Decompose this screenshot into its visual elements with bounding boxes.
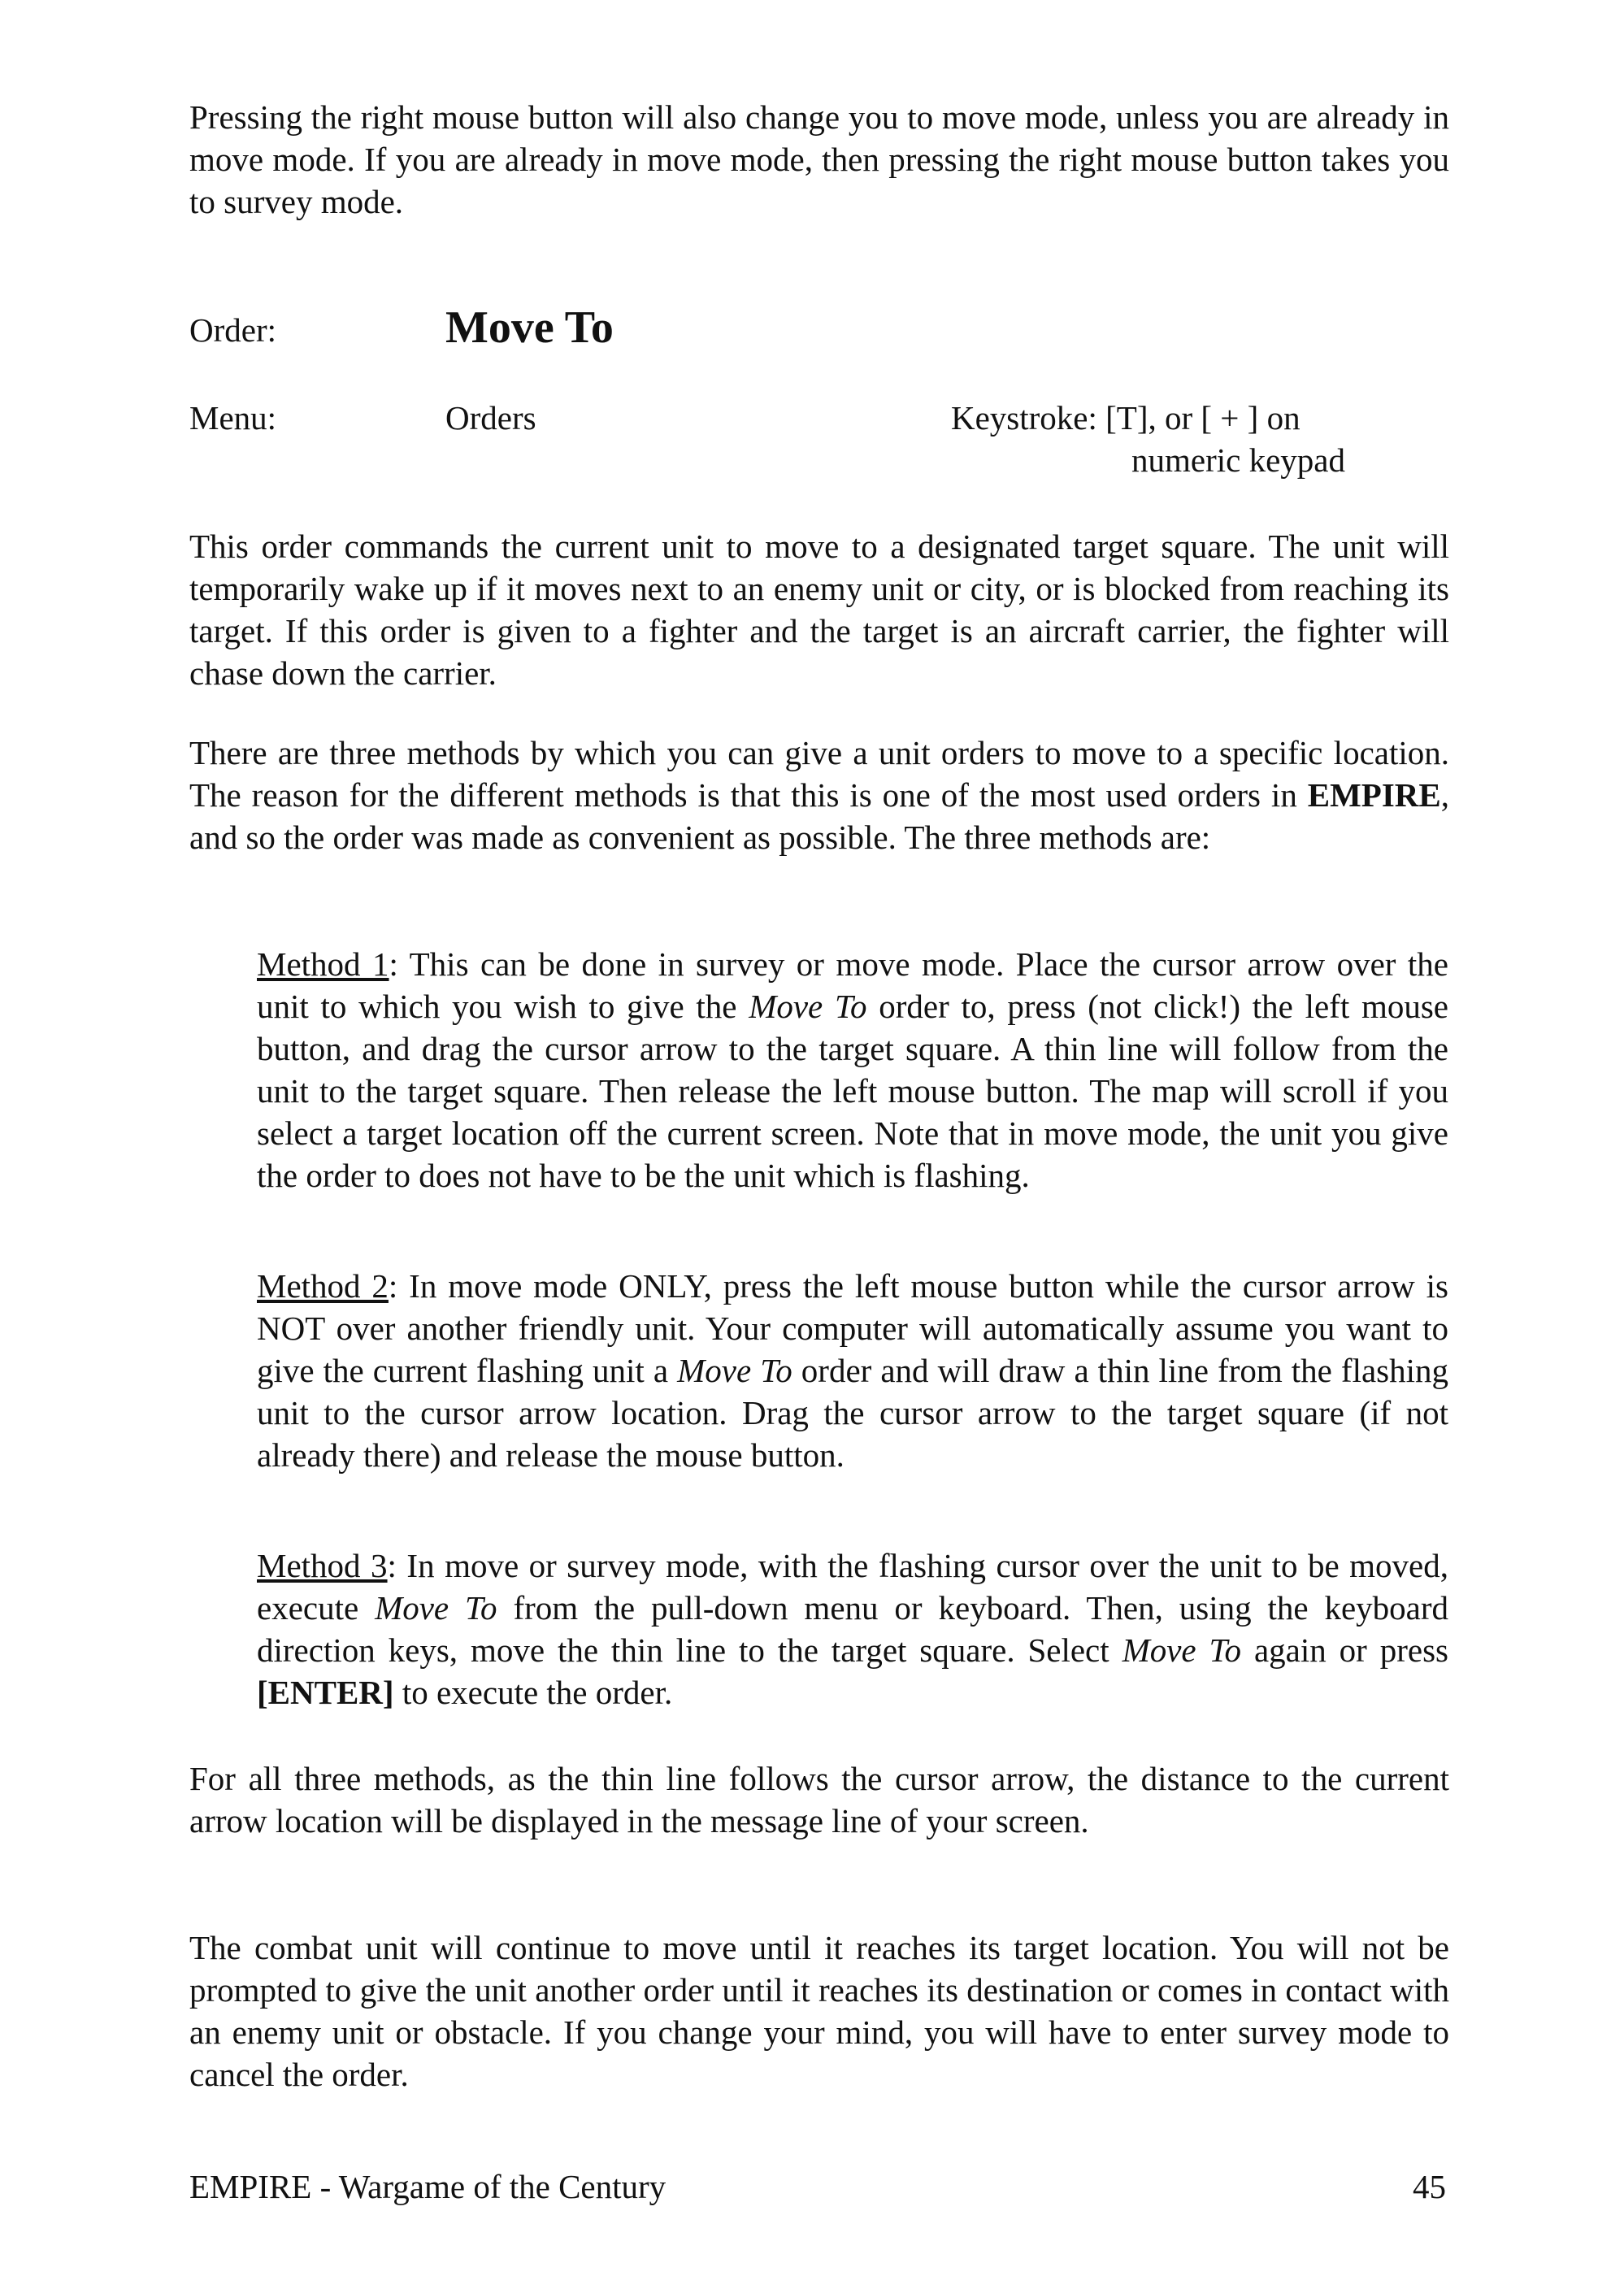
intro-paragraph: Pressing the right mouse button will also change you to move mode, unless you are already in move mode. If you are already in move mode, then pressing the right mouse button takes you to survey mode. [189,98,1449,220]
all-methods-paragraph: For all three methods, as the thin line follows the cursor arrow, the distance to the current arrow location will be displayed in the message line of your screen. [189,1760,1449,1839]
method-3-label: Method 3 [257,1547,388,1584]
method-1-text: : This can be done in survey or move mode. Place the cursor arrow over the unit to which you wish to give the [257,945,1449,1025]
order-description-paragraph: This order commands the current unit to move to a designated target square. The unit will temporarily wake up if it moves next to an enemy unit or city, or is blocked from reaching its target. If this order is given to a fighter and the target is an aircraft carrier, the fighter will chase down the carrier. [189,528,1449,692]
methods-intro-paragraph [189,732,1449,858]
move-to-emphasis: Move To [375,1589,497,1627]
method-2-text: : In move mode ONLY, press the left mouse button while the cursor arrow is NOT over another friendly unit. Your computer will automatically assume you want to give the current flashing unit a [257,1267,1448,1389]
method-3-text-continued: again or press [1241,1631,1448,1669]
move-to-emphasis: Move To [677,1352,792,1389]
method-1-label: Method 1 [257,945,389,983]
combat-unit-paragraph: The combat unit will continue to move until it reaches its target location. You will not be prompted to give the unit another order until it reaches its destination or comes in contact with an enemy unit or obstacle. If you change your mind, you will have to enter survey mode to cancel the order. [189,1929,1449,2093]
menu-value: Orders [445,399,536,437]
page-number: 45 [1413,2168,1446,2205]
method-3-text: : In move or survey mode, with the flashing cursor over the unit to be moved, execute [257,1547,1448,1627]
order-label: Order: [189,311,277,349]
menu-label: Menu: [189,399,277,437]
keystroke-text-continued: numeric keypad [1131,441,1345,479]
method-2-text-continued: order and will draw a thin line from the flashing unit to the cursor arrow location. Drag the cursor arrow to the target square (if not already there) and release the mouse button. [257,1352,1449,1474]
method-3-paragraph [257,1544,1448,1714]
methods-intro-text-continued: , and so the order was made as convenient as possible. The three methods are: [189,776,1449,856]
game-name: EMPIRE [1307,776,1441,814]
method-2-paragraph [257,1265,1448,1476]
move-to-emphasis: Move To [1122,1631,1242,1669]
footer-title: EMPIRE - Wargame of the Century [189,2168,667,2205]
method-1-paragraph [257,943,1448,1197]
method-3-text-end: to execute the order. [393,1674,673,1711]
method-2-label: Method 2 [257,1267,389,1305]
order-name-heading: Move To [445,302,614,353]
move-to-emphasis: Move To [749,988,867,1025]
enter-key: [ENTER] [257,1674,394,1711]
methods-intro-text: There are three methods by which you can give a unit orders to move to a specific location. The reason for the different methods is that this is one of the most used orders in [189,734,1449,814]
keystroke-text: Keystroke: [T], or [ + ] on [951,399,1301,437]
method-3-text-continued: from the pull-down menu or keyboard. Then, using the keyboard direction keys, move the thin line to the target square. Select [257,1589,1449,1669]
method-1-text-continued: order to, press (not click!) the left mouse button, and drag the cursor arrow to the target square. A thin line will follow from the unit to the target square. Then release the left mouse button. The map will scroll if you select a target location off the current screen. Note that in move mode, the unit you give the order to does not have to be the unit which is flashing. [257,988,1448,1194]
